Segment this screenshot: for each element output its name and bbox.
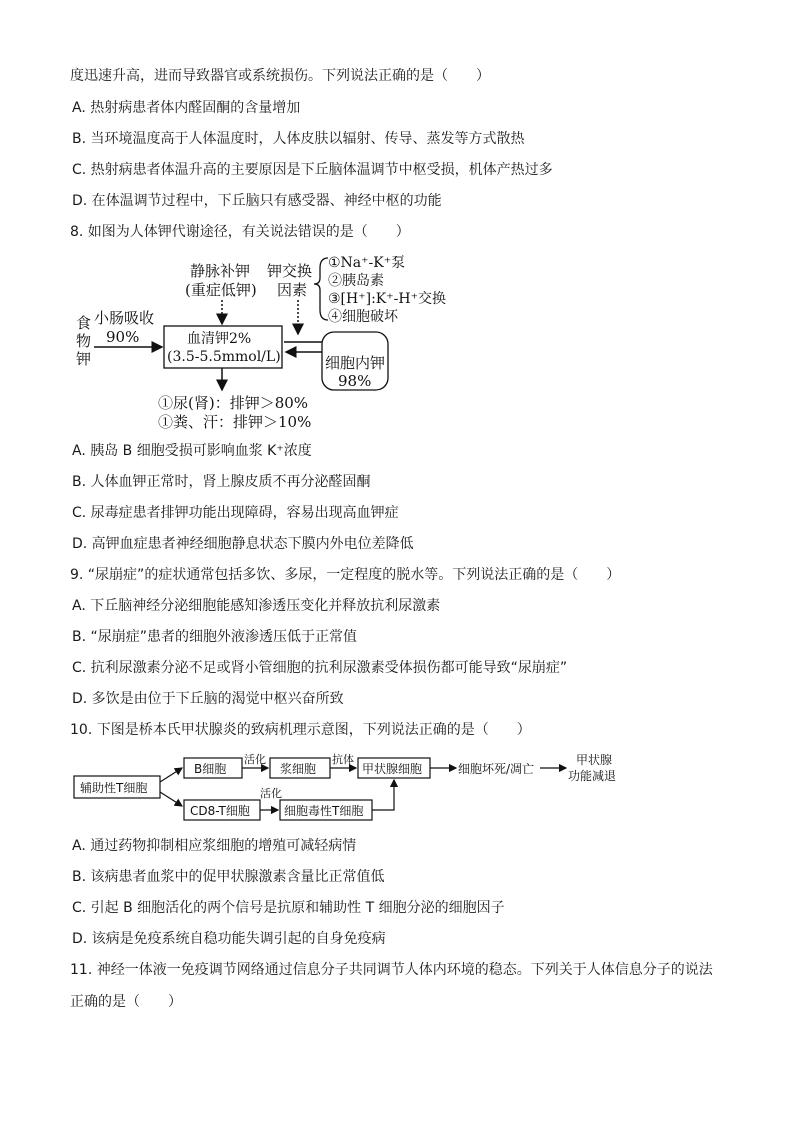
helper-t-label: 辅助性T细胞 (80, 781, 148, 795)
intracellular-label: 细胞内钾 (325, 354, 386, 372)
q8-option-b: B. 人体血钾正常时，肾上腺皮质不再分泌醛固酮 (72, 474, 371, 490)
food-potassium-1: 食 (76, 314, 92, 332)
excretion-feces: ①粪、汗：排钾＞10% (158, 413, 312, 431)
potassium-metabolism-diagram (70, 248, 470, 436)
food-potassium-3: 钾 (76, 350, 92, 368)
q9-option-c: C. 抗利尿激素分泌不足或肾小管细胞的抗利尿激素受体损伤都可能导致“尿崩症” (72, 660, 568, 676)
antibody-label: 抗体 (332, 753, 354, 766)
q11-stem-line-2: 正确的是（ ） (70, 994, 182, 1010)
factor-1: ①Na⁺-K⁺泵 (328, 255, 406, 271)
hashimoto-mechanism-diagram (72, 750, 632, 826)
q8-option-c: C. 尿毒症患者排钾功能出现障碍，容易出现高血钾症 (72, 505, 399, 521)
b-cell-label: B细胞 (194, 762, 227, 776)
cytotoxic-label: 细胞毒性T细胞 (284, 804, 364, 818)
q10-stem: 10. 下图是桥本氏甲状腺炎的致病机理示意图，下列说法正确的是（ ） (70, 722, 531, 738)
q10-option-c: C. 引起 B 细胞活化的两个信号是抗原和辅助性 T 细胞分泌的细胞因子 (72, 900, 505, 916)
q9-option-b: B. “尿崩症”患者的细胞外液渗透压低于正常值 (72, 629, 358, 645)
q7-option-a: A. 热射病患者体内醛固酮的含量增加 (72, 100, 301, 116)
q9-option-d: D. 多饮是由位于下丘脑的渴觉中枢兴奋所致 (72, 691, 344, 707)
factor-brace (314, 258, 328, 320)
hypothyroid-label-2: 功能减退 (568, 769, 617, 783)
branch-down-arrow (160, 792, 182, 806)
factor-2: ②胰岛素 (328, 273, 384, 289)
factor-3: ③[H⁺]:K⁺-H⁺交换 (328, 291, 446, 307)
intestine-percent-label: 90% (106, 328, 140, 346)
necrosis-label: 细胞坏死/凋亡 (458, 762, 535, 776)
cytotoxic-to-thyroid-arrow (372, 780, 394, 810)
branch-up-arrow (160, 768, 182, 782)
q7-option-b: B. 当环境温度高于人体温度时，人体皮肤以辐射、传导、蒸发等方式散热 (72, 131, 525, 147)
q7-option-d: D. 在体温调节过程中，下丘脑只有感受器、神经中枢的功能 (72, 193, 442, 209)
plasma-cell-label: 浆细胞 (280, 762, 317, 776)
q10-option-b: B. 该病患者血浆中的促甲状腺激素含量比正常值低 (72, 869, 385, 885)
exchange-factor-label-2: 因素 (277, 281, 308, 299)
q8-stem: 8. 如图为人体钾代谢途径，有关说法错误的是（ ） (70, 224, 410, 240)
iv-supplement-label: 静脉补钾 (190, 262, 251, 280)
factor-4: ④细胞破坏 (328, 309, 398, 325)
serum-range-label: (3.5-5.5mmol/L) (167, 349, 281, 365)
intracellular-percent-label: 98% (338, 372, 372, 390)
activate2-label: 活化 (260, 787, 282, 800)
q11-stem-line-1: 11. 神经一体液一免疫调节网络通过信息分子共同调节人体内环境的稳态。下列关于人体信息分子的说法 (70, 962, 713, 978)
exchange-factor-label-1: 钾交换 (267, 262, 313, 280)
q7-option-c: C. 热射病患者体温升高的主要原因是下丘脑体温调节中枢受损，机体产热过多 (72, 162, 553, 178)
hypothyroid-label-1: 甲状腺 (576, 753, 613, 767)
q10-option-a: A. 通过药物抑制相应浆细胞的增殖可减轻病情 (72, 838, 357, 854)
activate-label: 活化 (244, 753, 266, 766)
excretion-urine: ①尿(肾)：排钾＞80% (158, 394, 309, 412)
q9-option-a: A. 下丘脑神经分泌细胞能感知渗透压变化并释放抗利尿激素 (72, 598, 441, 614)
q8-option-d: D. 高钾血症患者神经细胞静息状态下膜内外电位差降低 (72, 536, 414, 552)
q10-option-d: D. 该病是免疫系统自稳功能失调引起的自身免疫病 (72, 931, 386, 947)
iv-note-label: (重症低钾) (185, 281, 257, 299)
thyroid-cell-label: 甲状腺细胞 (362, 762, 423, 776)
serum-potassium-label: 血清钾2% (187, 331, 252, 347)
food-potassium-2: 物 (76, 332, 92, 350)
intro-line: 度迅速升高，进而导致器官或系统损伤。下列说法正确的是（ ） (70, 68, 490, 84)
cd8-label: CD8-T细胞 (190, 804, 250, 818)
q8-option-a: A. 胰岛 B 细胞受损可影响血浆 K⁺浓度 (72, 443, 312, 459)
intestine-absorb-label: 小肠吸收 (94, 309, 155, 327)
q9-stem: 9. “尿崩症”的症状通常包括多饮、多尿，一定程度的脱水等。下列说法正确的是（ ） (70, 567, 621, 583)
